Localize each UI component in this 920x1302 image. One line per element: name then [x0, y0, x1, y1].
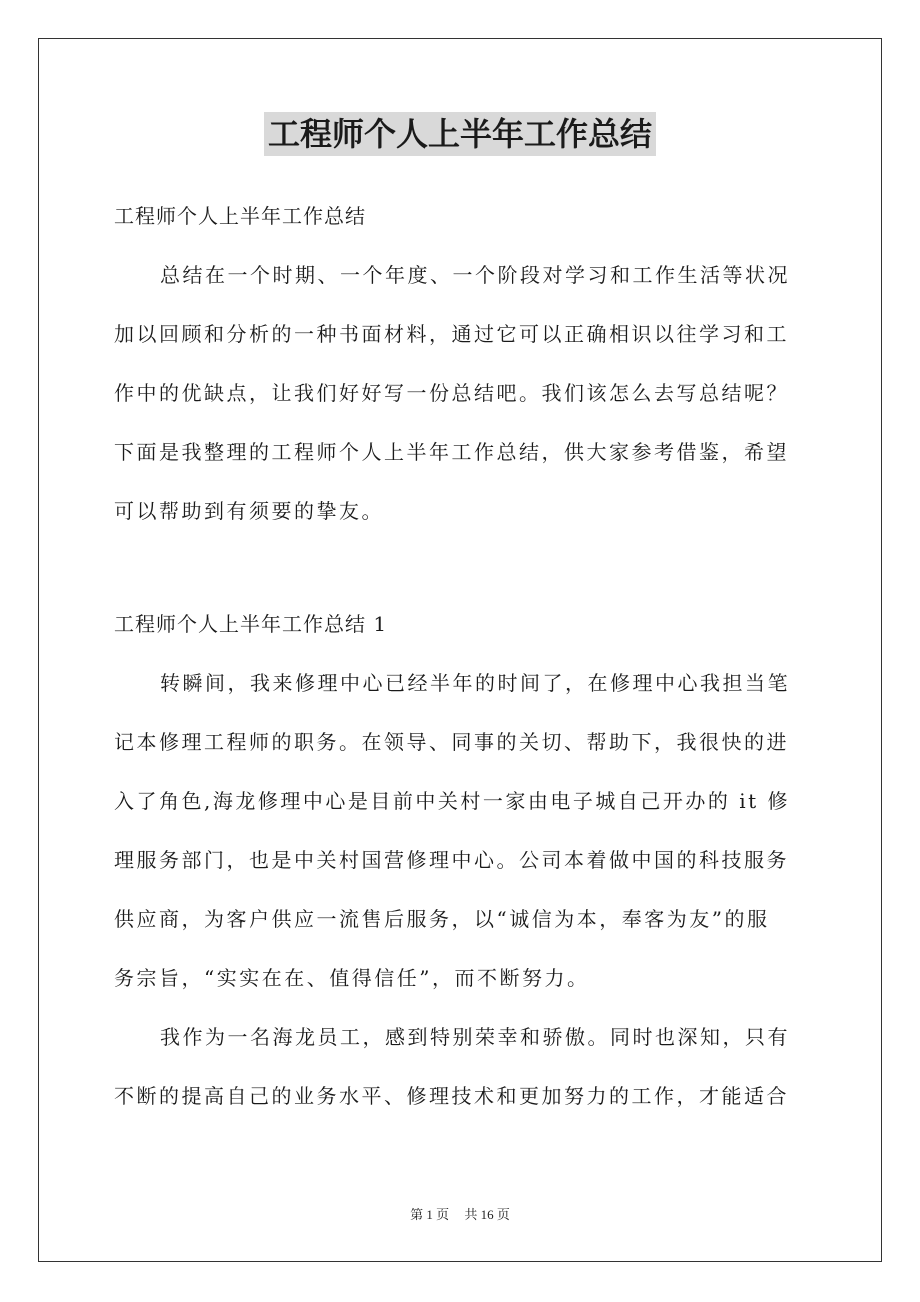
intro-line: 总结在一个时期、一个年度、一个阶段对学习和工作生活等状况: [160, 263, 790, 287]
paragraph-line: 理服务部门，也是中关村国营修理中心。公司本着做中国的科技服务: [114, 848, 789, 872]
title-container: [0, 112, 920, 156]
paragraph-line: 不断的提高自己的业务水平、修理技术和更加努力的工作，才能适合: [114, 1084, 789, 1108]
paragraph-line: 入了角色,海龙修理中心是目前中关村一家由电子城自己开办的 it 修: [114, 789, 791, 813]
document-title: 工程师个人上半年工作总结: [264, 112, 656, 156]
paragraph-line: 务宗旨，“实实在在、值得信任”，而不断努力。: [114, 966, 590, 990]
intro-line: 可以帮助到有须要的挚友。: [114, 499, 384, 523]
intro-line: 作中的优缺点，让我们好好写一份总结吧。我们该怎么去写总结呢？: [114, 381, 789, 405]
page-footer: [0, 1204, 920, 1223]
intro-line: 下面是我整理的工程师个人上半年工作总结，供大家参考借鉴，希望: [114, 440, 789, 464]
page-number: 第 1 页: [410, 1207, 450, 1222]
paragraph-line: 记本修理工程师的职务。在领导、同事的关切、帮助下，我很快的进: [114, 730, 789, 754]
paragraph-line: 我作为一名海龙员工，感到特别荣幸和骄傲。同时也深知，只有: [160, 1025, 790, 1049]
subtitle: 工程师个人上半年工作总结: [114, 204, 366, 228]
document-body: [114, 194, 812, 1133]
section-heading: 工程师个人上半年工作总结 1: [114, 612, 388, 636]
page-total: 共 16 页: [464, 1207, 510, 1222]
section-gap: [114, 548, 812, 602]
paragraph-line: 转瞬间，我来修理中心已经半年的时间了，在修理中心我担当笔: [160, 671, 790, 695]
paragraph-line: 供应商，为客户供应一流售后服务，以“诚信为本，奉客为友”的服: [114, 907, 770, 931]
intro-line: 加以回顾和分析的一种书面材料，通过它可以正确相识以往学习和工: [114, 322, 789, 346]
